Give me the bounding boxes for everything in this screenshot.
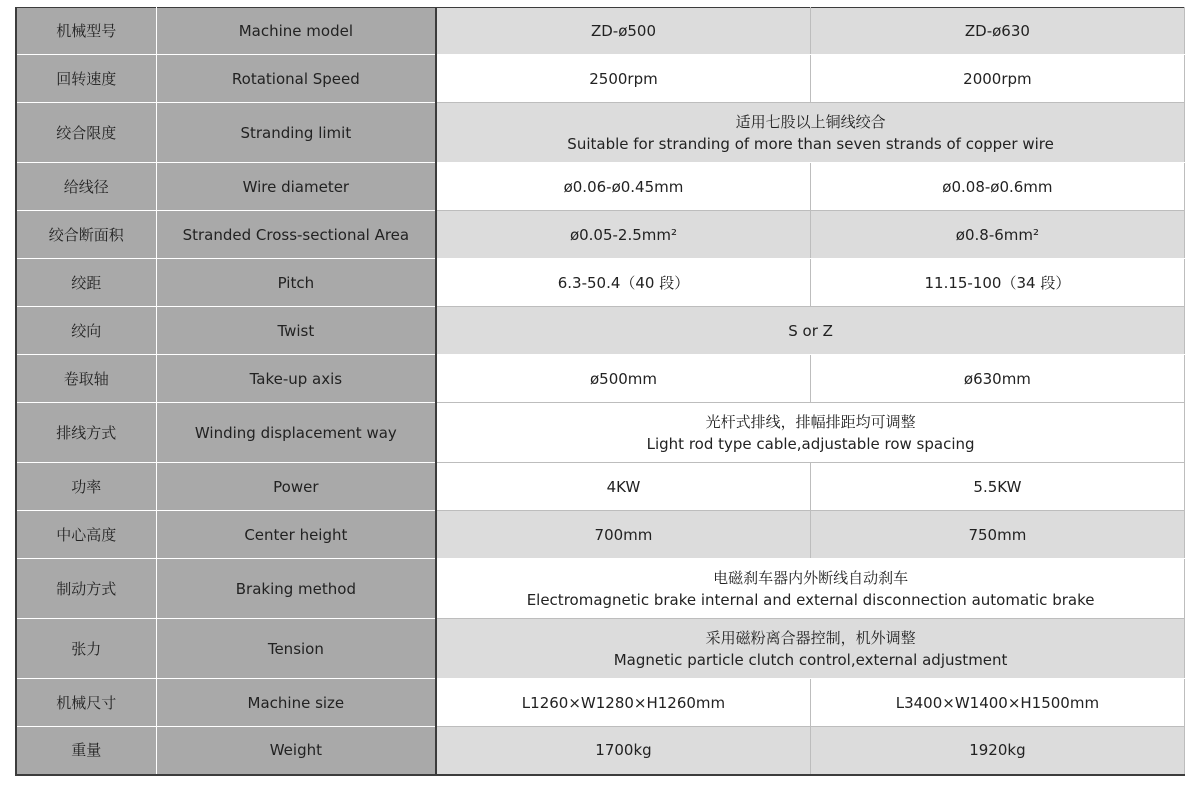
value-zd630: 750mm <box>810 511 1184 559</box>
row-label-en: Machine model <box>156 8 436 55</box>
row-label-en: Twist <box>156 307 436 355</box>
row-label-en: Tension <box>156 619 436 679</box>
row-label-en: Braking method <box>156 559 436 619</box>
value-line: Suitable for stranding of more than seven strands of copper wire <box>567 134 1054 153</box>
merged-value-cell <box>436 103 1184 163</box>
value-zd630: L3400×W1400×H1500mm <box>810 679 1184 727</box>
value-zd500: ø500mm <box>436 355 810 403</box>
value-line: 电磁刹车器内外断线自动刹车 <box>713 568 909 587</box>
value-zd630: 11.15-100（34 段） <box>810 259 1184 307</box>
value-line: S or Z <box>788 321 833 340</box>
row-label-en: Power <box>156 463 436 511</box>
row-label-en: Rotational Speed <box>156 55 436 103</box>
value-line: Magnetic particle clutch control,external adjustment <box>613 650 1008 669</box>
row-label-cn: 张力 <box>16 619 156 679</box>
value-zd630: ø0.08-ø0.6mm <box>810 163 1184 211</box>
row-label-cn: 回转速度 <box>16 55 156 103</box>
value-zd500: ZD-ø500 <box>436 8 810 55</box>
row-label-en: Machine size <box>156 679 436 727</box>
row-label-en: Weight <box>156 727 436 775</box>
value-zd630: ø0.8-6mm² <box>810 211 1184 259</box>
value-zd500: 4KW <box>436 463 810 511</box>
table-row <box>16 727 1185 775</box>
row-label-cn: 中心高度 <box>16 511 156 559</box>
value-line: Light rod type cable,adjustable row spacing <box>646 434 975 453</box>
row-label-cn: 功率 <box>16 463 156 511</box>
value-zd500: 700mm <box>436 511 810 559</box>
value-zd630: 2000rpm <box>810 55 1184 103</box>
table-row <box>16 679 1185 727</box>
table-row <box>16 307 1185 355</box>
row-label-cn: 绞合断面积 <box>16 211 156 259</box>
row-label-cn: 绞合限度 <box>16 103 156 163</box>
spec-table-body <box>16 8 1185 775</box>
row-label-cn: 绞距 <box>16 259 156 307</box>
table-row <box>16 163 1185 211</box>
value-zd500: 2500rpm <box>436 55 810 103</box>
value-zd500: 1700kg <box>436 727 810 775</box>
merged-value-cell <box>436 559 1184 619</box>
row-label-cn: 排线方式 <box>16 403 156 463</box>
merged-value-cell <box>436 307 1184 355</box>
table-row <box>16 619 1185 679</box>
row-label-en: Take-up axis <box>156 355 436 403</box>
table-row <box>16 355 1185 403</box>
row-label-en: Wire diameter <box>156 163 436 211</box>
row-label-en: Center height <box>156 511 436 559</box>
row-label-en: Winding displacement way <box>156 403 436 463</box>
table-row <box>16 463 1185 511</box>
merged-value-cell <box>436 403 1184 463</box>
table-row <box>16 211 1185 259</box>
value-line: Electromagnetic brake internal and external disconnection automatic brake <box>526 590 1095 609</box>
value-zd500: ø0.05-2.5mm² <box>436 211 810 259</box>
table-row <box>16 559 1185 619</box>
row-label-cn: 绞向 <box>16 307 156 355</box>
row-label-cn: 重量 <box>16 727 156 775</box>
row-label-cn: 给线径 <box>16 163 156 211</box>
value-zd500: ø0.06-ø0.45mm <box>436 163 810 211</box>
table-row <box>16 55 1185 103</box>
value-line: 采用磁粉离合器控制，机外调整 <box>705 628 916 647</box>
value-zd500: 6.3-50.4（40 段） <box>436 259 810 307</box>
row-label-cn: 制动方式 <box>16 559 156 619</box>
table-row <box>16 511 1185 559</box>
value-zd630: 5.5KW <box>810 463 1184 511</box>
table-row <box>16 403 1185 463</box>
row-label-cn: 机械尺寸 <box>16 679 156 727</box>
table-row <box>16 259 1185 307</box>
value-zd500: L1260×W1280×H1260mm <box>436 679 810 727</box>
merged-value-cell <box>436 619 1184 679</box>
value-zd630: ø630mm <box>810 355 1184 403</box>
spec-table <box>15 7 1185 776</box>
row-label-en: Stranding limit <box>156 103 436 163</box>
value-zd630: 1920kg <box>810 727 1184 775</box>
value-line: 光杆式排线，排幅排距均可调整 <box>705 412 916 431</box>
row-label-cn: 卷取轴 <box>16 355 156 403</box>
value-zd630: ZD-ø630 <box>810 8 1184 55</box>
row-label-en: Pitch <box>156 259 436 307</box>
row-label-en: Stranded Cross-sectional Area <box>156 211 436 259</box>
table-row <box>16 8 1185 55</box>
value-line: 适用七股以上铜线绞合 <box>735 112 886 131</box>
table-row <box>16 103 1185 163</box>
row-label-cn: 机械型号 <box>16 8 156 55</box>
